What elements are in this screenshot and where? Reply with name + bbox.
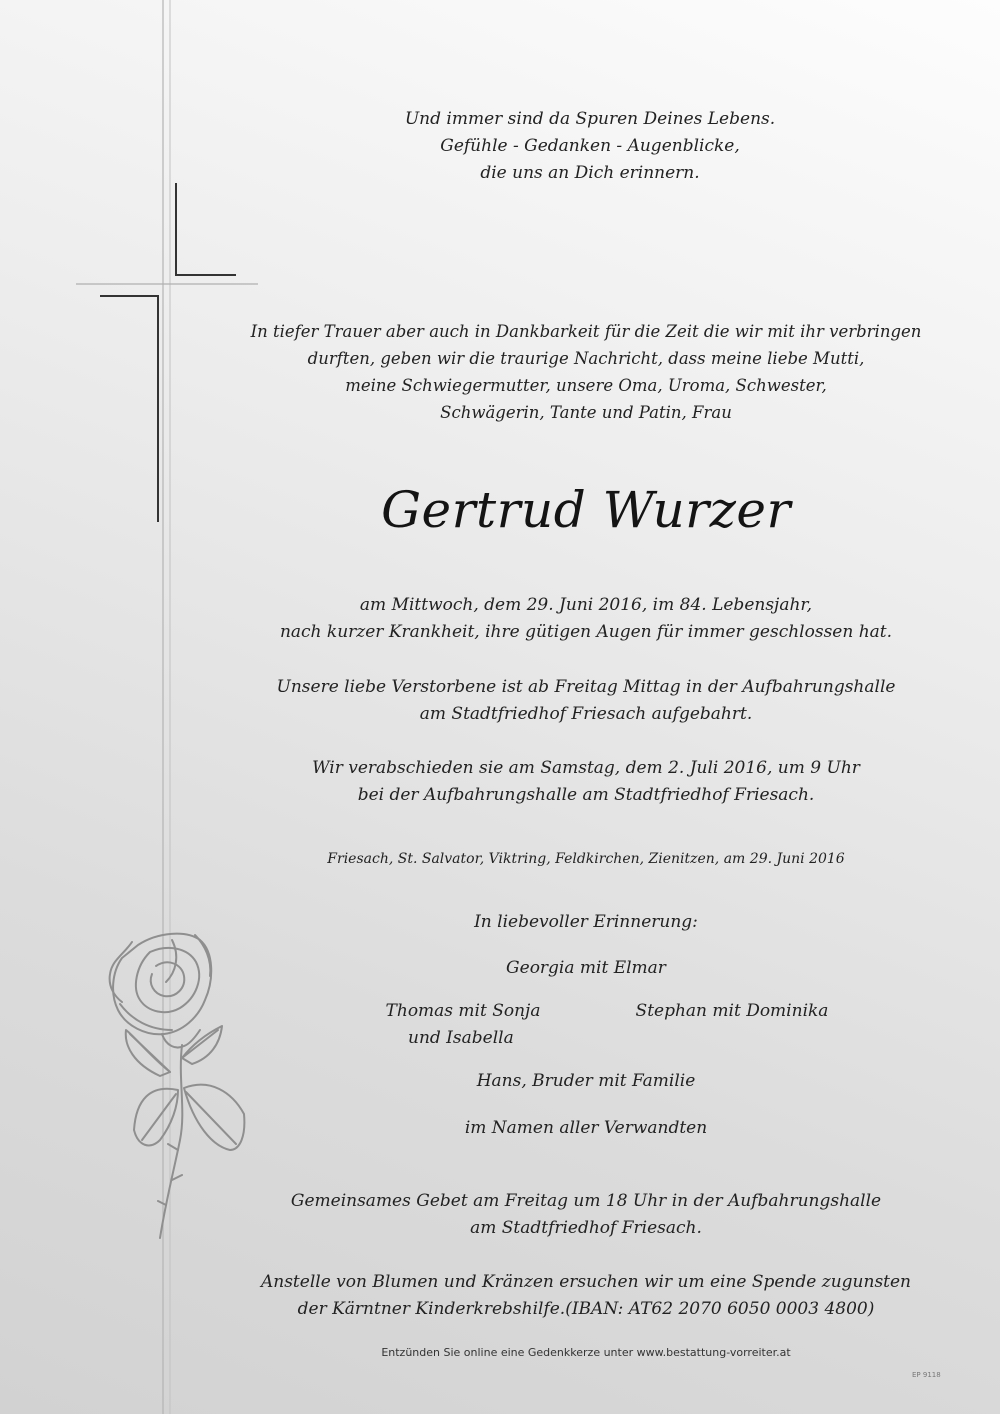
laid-out-info (266, 674, 906, 728)
prayer-line: am Stadtfriedhof Friesach. (470, 1218, 702, 1238)
farewell-line: Wir verabschieden sie am Samstag, dem 2. Juli 2016, um 9 Uhr (312, 758, 860, 778)
intro-line: meine Schwiegermutter, unsere Oma, Uroma, Schwester, (345, 376, 827, 395)
intro-line: durften, geben wir die traurige Nachricht, dass meine liebe Mutti, (307, 349, 865, 368)
laid-out-line: am Stadtfriedhof Friesach aufgebahrt. (419, 704, 753, 724)
mourners-closing: im Namen aller Verwandten (464, 1118, 708, 1138)
places-date: Friesach, St. Salvator, Viktring, Feldkirchen, Zienitzen, am 29. Juni 2016 (327, 851, 845, 867)
intro-line: Schwägerin, Tante und Patin, Frau (440, 403, 732, 422)
prayer-info (266, 1188, 906, 1242)
mourner-line: Thomas mit Sonja (385, 1001, 541, 1021)
motto-line: die uns an Dich erinnern. (480, 163, 700, 183)
mourner-family-4: Hans, Bruder mit Familie (476, 1071, 696, 1091)
motto-line: Und immer sind da Spuren Deines Lebens. (404, 109, 776, 129)
donation-line: Anstelle von Blumen und Kränzen ersuchen wir um eine Spende zugunsten (260, 1272, 912, 1292)
mourner-family-2 (348, 998, 578, 1052)
template-code: EP 9118 (912, 1371, 941, 1379)
intro-line: In tiefer Trauer aber auch in Dankbarkeit für die Zeit die wir mit ihr verbringen (250, 322, 922, 341)
intro-paragraph (246, 318, 926, 426)
farewell-info (266, 755, 906, 809)
death-info (266, 592, 906, 646)
mourner-line: und Isabella (408, 1028, 514, 1048)
prayer-line: Gemeinsames Gebet am Freitag um 18 Uhr in der Aufbahrungshalle (290, 1191, 882, 1211)
laid-out-line: Unsere liebe Verstorbene ist ab Freitag Mittag in der Aufbahrungshalle (276, 677, 896, 697)
motto-verse (340, 106, 840, 187)
donation-info (256, 1269, 916, 1323)
footer-candle-link: Entzünden Sie online eine Gedenkkerze unter www.bestattung-vorreiter.at (381, 1346, 791, 1359)
mourners-heading: In liebevoller Erinnerung: (474, 912, 698, 932)
farewell-line: bei der Aufbahrungshalle am Stadtfriedhof Friesach. (357, 785, 815, 805)
mourner-family-1: Georgia mit Elmar (506, 958, 666, 978)
donation-line: der Kärntner Kinderkrebshilfe.(IBAN: AT62 2070 6050 0003 4800) (297, 1299, 875, 1319)
death-info-line: am Mittwoch, dem 29. Juni 2016, im 84. Lebensjahr, (359, 595, 813, 615)
deceased-name: Gertrud Wurzer (381, 481, 791, 539)
death-info-line: nach kurzer Krankheit, ihre gütigen Augen für immer geschlossen hat. (279, 622, 893, 642)
mourner-family-3: Stephan mit Dominika (635, 1001, 829, 1021)
motto-line: Gefühle - Gedanken - Augenblicke, (440, 136, 740, 156)
